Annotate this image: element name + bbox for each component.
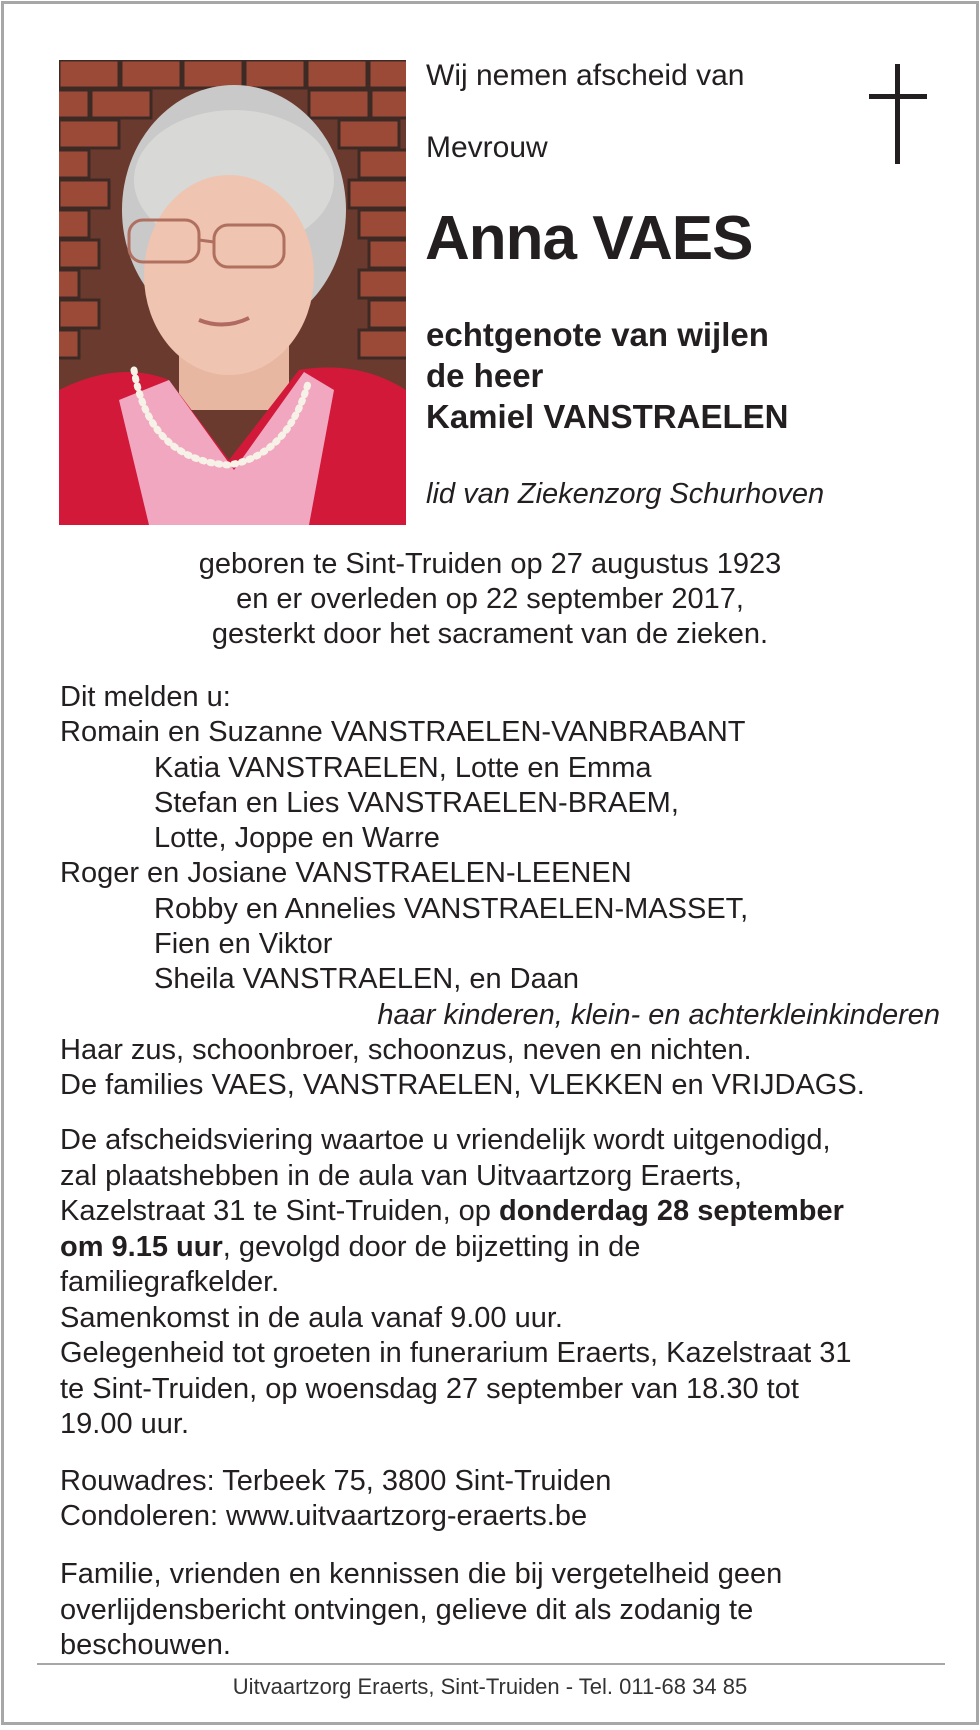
family-line: Lotte, Joppe en Warre bbox=[154, 822, 440, 855]
notice-line: Familie, vrienden en kennissen die bij vergetelheid geen bbox=[60, 1558, 783, 1590]
family-line: Roger en Josiane VANSTRAELEN-LEENEN bbox=[60, 857, 632, 890]
spouse-line: Kamiel VANSTRAELEN bbox=[426, 398, 789, 435]
notice-line: beschouwen. bbox=[60, 1629, 231, 1661]
spouse-line: de heer bbox=[426, 357, 544, 394]
family-line: Fien en Viktor bbox=[154, 928, 333, 961]
obituary-card bbox=[4, 4, 976, 1722]
ceremony-text: , gevolgd door de bijzetting in de bbox=[222, 1230, 641, 1263]
family-block bbox=[60, 680, 940, 1104]
family-line: Romain en Suzanne VANSTRAELEN-VANBRABANT bbox=[60, 716, 746, 749]
sacrament-line: gesterkt door het sacrament van de zieken. bbox=[211, 618, 769, 650]
birth-line: geboren te Sint-Truiden op 27 augustus 1923 bbox=[198, 548, 782, 580]
honorific: Mevrouw bbox=[426, 131, 548, 164]
birth-death-block bbox=[4, 547, 976, 652]
ceremony-time: om 9.15 uur bbox=[60, 1230, 223, 1263]
spouse-block bbox=[426, 314, 788, 437]
contact-block bbox=[60, 1464, 940, 1534]
portrait-photo bbox=[59, 60, 406, 525]
family-line: De families VAES, VANSTRAELEN, VLEKKEN en VRIJDAGS. bbox=[60, 1069, 865, 1102]
ceremony-line: De afscheidsviering waartoe u vriendelijk wordt uitgenodigd, bbox=[60, 1124, 831, 1156]
family-line: Dit melden u: bbox=[60, 681, 231, 713]
family-line: Katia VANSTRAELEN, Lotte en Emma bbox=[154, 751, 652, 784]
ceremony-line: zal plaatshebben in de aula van Uitvaartzorg Eraerts, bbox=[60, 1159, 742, 1192]
cross-icon bbox=[869, 64, 927, 164]
ceremony-line: familiegrafkelder. bbox=[60, 1266, 280, 1298]
ceremony-line bbox=[60, 1230, 940, 1266]
notice-block bbox=[60, 1557, 940, 1664]
family-line: Stefan en Lies VANSTRAELEN-BRAEM, bbox=[154, 786, 679, 819]
footer-text: Uitvaartzorg Eraerts, Sint-Truiden - Tel. 011-68 34 85 bbox=[232, 1674, 748, 1699]
intro-text: Wij nemen afscheid van bbox=[426, 59, 745, 92]
footer-divider bbox=[37, 1663, 945, 1665]
death-line: en er overleden op 22 september 2017, bbox=[236, 583, 744, 615]
family-line: Robby en Annelies VANSTRAELEN-MASSET, bbox=[154, 892, 749, 925]
gathering-line: Samenkomst in de aula vanaf 9.00 uur. bbox=[60, 1301, 563, 1334]
ceremony-text: Kazelstraat 31 te Sint-Truiden, op bbox=[60, 1195, 499, 1227]
membership-text: lid van Ziekenzorg Schurhoven bbox=[426, 478, 825, 510]
spouse-line: echtgenote van wijlen bbox=[426, 316, 769, 353]
family-line: Haar zus, schoonbroer, schoonzus, neven en nichten. bbox=[60, 1033, 752, 1066]
ceremony-block bbox=[60, 1123, 940, 1443]
ceremony-date: donderdag 28 september bbox=[499, 1195, 844, 1227]
family-line: Sheila VANSTRAELEN, en Daan bbox=[154, 963, 580, 996]
condolence-link[interactable]: Condoleren: www.uitvaartzorg-eraerts.be bbox=[60, 1500, 588, 1532]
mourning-address: Rouwadres: Terbeek 75, 3800 Sint-Truiden bbox=[60, 1465, 612, 1497]
ceremony-line bbox=[60, 1194, 940, 1230]
visitation-line: 19.00 uur. bbox=[60, 1408, 189, 1440]
visitation-line: Gelegenheid tot groeten in funerarium Eraerts, Kazelstraat 31 bbox=[60, 1337, 852, 1369]
visitation-line: te Sint-Truiden, op woensdag 27 september van 18.30 tot bbox=[60, 1372, 799, 1405]
deceased-name: Anna VAES bbox=[425, 204, 753, 273]
family-relation-caption: haar kinderen, klein- en achterkleinkinderen bbox=[377, 998, 940, 1031]
notice-line: overlijdensbericht ontvingen, gelieve dit als zodanig te bbox=[60, 1593, 754, 1626]
